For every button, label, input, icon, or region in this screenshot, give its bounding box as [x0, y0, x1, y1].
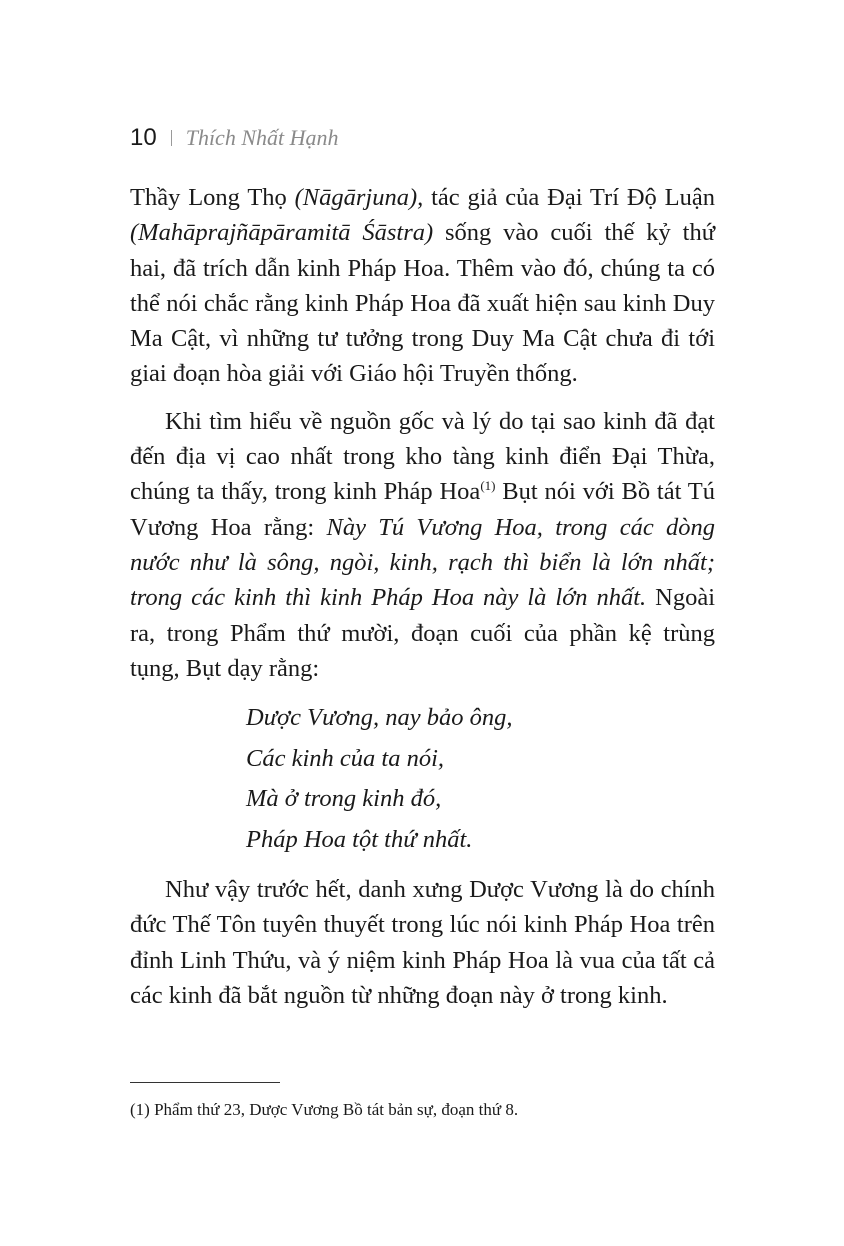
paragraph-3 — [130, 872, 715, 1013]
footnote: (1) Phẩm thứ 23, Dược Vương Bồ tát bản sự, đoạn thứ 8. — [130, 1100, 519, 1119]
paragraph-1-italic-1: (Nāgārjuna), — [294, 184, 424, 211]
verse-block — [246, 698, 715, 860]
verse-line: Dược Vương, nay bảo ông, — [246, 704, 513, 732]
paragraph-1 — [130, 180, 715, 392]
running-title: Thích Nhất Hạnh — [185, 125, 339, 150]
verse-line: Pháp Hoa tột thứ nhất. — [246, 825, 473, 853]
paragraph-2-text-2: Bụt nói với Bồ tát Tú Vương Hoa rằng: — [130, 478, 715, 541]
verse-line: Các kinh của ta nói, — [246, 744, 445, 772]
footnote-reference[interactable]: (1) — [480, 478, 496, 494]
page-number: 10 — [130, 124, 157, 151]
paragraph-2-text-3: Ngoài ra, trong Phẩm thứ mười, đoạn cuối của phần kệ trùng tụng, Bụt dạy rằng: — [130, 584, 716, 682]
page-header — [130, 120, 339, 156]
main-text — [130, 180, 715, 1013]
paragraph-2 — [130, 404, 715, 686]
paragraph-1-text-1: Thầy Long Thọ — [130, 184, 295, 211]
paragraph-2-quote: Này Tú Vương Hoa, trong các dòng nước như là sông, ngòi, kinh, rạch thì biển là lớn nhất; trong các kinh thì kinh Pháp Hoa này là lớn nhất. — [130, 513, 715, 612]
header-divider — [171, 130, 172, 146]
footnote-divider — [130, 1082, 280, 1083]
verse-line: Mà ở trong kinh đó, — [246, 785, 442, 813]
paragraph-3-text: Như vậy trước hết, danh xưng Dược Vương là do chính đức Thế Tôn tuyên thuyết trong lúc nói kinh Pháp Hoa trên đỉnh Linh Thứu, và ý niệm kinh Pháp Hoa là vua của tất cả các kinh đã bắt nguồn từ những đoạn này ở trong kinh. — [130, 876, 715, 1010]
paragraph-1-text-2: tác giả của Đại Trí Độ Luận — [423, 184, 715, 211]
paragraph-2-text-1: Khi tìm hiểu về nguồn gốc và lý do tại sao kinh đã đạt đến địa vị cao nhất trong kho tàng kinh điển Đại Thừa, chúng ta thấy, trong kinh Pháp Hoa — [130, 407, 715, 506]
paragraph-1-text-3: sống vào cuối thế kỷ thứ hai, đã trích dẫn kinh Pháp Hoa. Thêm vào đó, chúng ta có thể nói chắc rằng kinh Pháp Hoa đã xuất hiện sau kinh Duy Ma Cật, vì những tư tưởng trong Duy Ma Cật chưa đi tới giai đoạn hòa giải với Giáo hội Truyền thống. — [130, 219, 715, 388]
paragraph-1-italic-2: (Mahāprajñāpāramitā Śāstra) — [130, 219, 434, 247]
